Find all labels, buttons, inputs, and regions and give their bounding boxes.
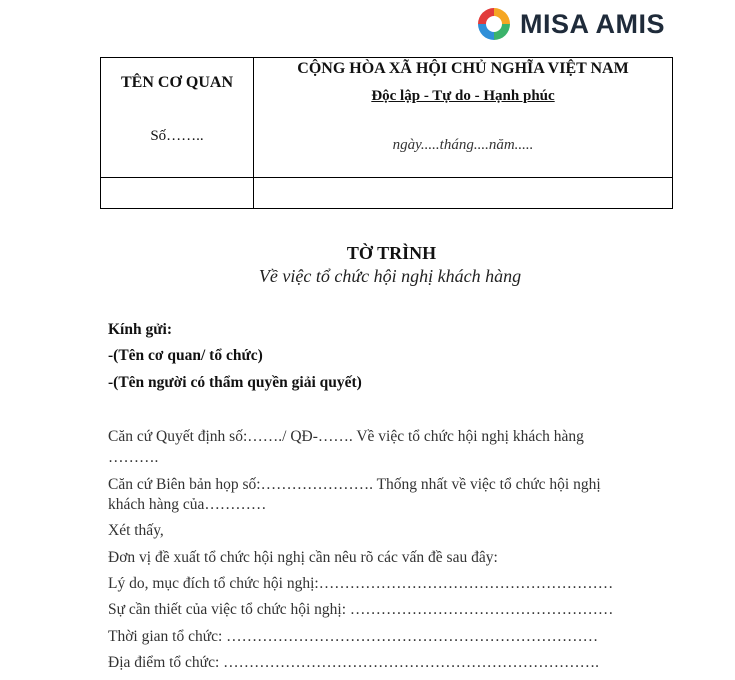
body-line: ………. — [108, 449, 159, 466]
misa-logo-icon — [476, 6, 512, 42]
body-line: Sự cần thiết của việc tổ chức hội nghị: …………………………………………… — [108, 601, 614, 618]
document-number: Số…….. — [150, 128, 204, 144]
republic-heading: CỘNG HÒA XÃ HỘI CHỦ NGHĨA VIỆT NAM — [297, 60, 629, 77]
body-line: Địa điểm tổ chức: ………………………………………………………………. — [108, 654, 600, 671]
document-subtitle: Về việc tổ chức hội nghị khách hàng — [258, 266, 522, 286]
document-date: ngày.....tháng....năm..... — [392, 137, 534, 153]
body-line: Thời gian tổ chức: ……………………………………………………………… — [108, 628, 599, 645]
body-line: Căn cứ Biên bản họp số:…………………. Thống nhất về việc tổ chức hội nghị — [108, 476, 601, 493]
republic-cell — [254, 58, 673, 178]
document-title: TỜ TRÌNH — [346, 243, 437, 263]
agency-name: TÊN CƠ QUAN — [120, 74, 233, 91]
body-line: Đơn vị đề xuất tổ chức hội nghị cần nêu rõ các vấn đề sau đây: — [108, 549, 498, 566]
recipient-line: -(Tên cơ quan/ tổ chức) — [108, 347, 263, 364]
body-line: khách hàng của………… — [108, 496, 267, 513]
empty-cell-right — [254, 178, 673, 209]
recipient-label: Kính gửi: — [108, 321, 172, 338]
header-table — [100, 57, 673, 209]
agency-cell — [101, 58, 254, 178]
body-line: Căn cứ Quyết định số:……./ QĐ-……. Về việc tổ chức hội nghị khách hàng — [108, 428, 584, 445]
body-line: Xét thấy, — [108, 522, 164, 539]
empty-cell-left — [101, 178, 254, 209]
brand-name: MISA AMIS — [520, 8, 665, 39]
motto: Độc lập - Tự do - Hạnh phúc — [371, 88, 555, 104]
body-line: Lý do, mục đích tổ chức hội nghị:………………………………………………… — [108, 575, 614, 592]
recipient-line: -(Tên người có thẩm quyền giải quyết) — [108, 374, 362, 391]
misa-amis-logo — [476, 6, 665, 42]
